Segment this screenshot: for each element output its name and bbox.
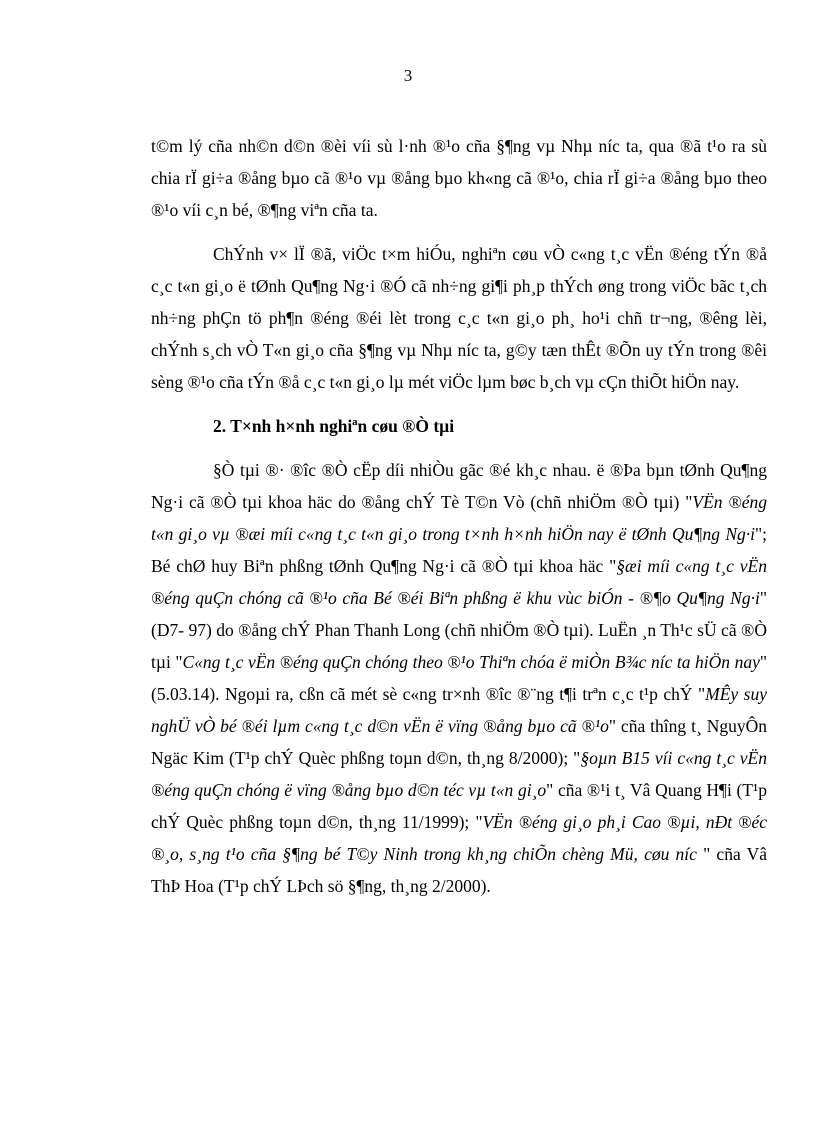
paragraph — [151, 130, 767, 226]
paragraph-text: " cña ®¹i t¸ Vâ Quang H¶i (T¹p chÝ Quèc phßng toµn d©n, th¸ng 11/1999); " — [151, 780, 767, 832]
cited-title: §oµn B15 víi c«ng t¸c vËn ®éng quÇn chóng ë vïng ®ång bµo d©n téc vµ t«n gi¸o — [151, 748, 767, 800]
paragraph-group-research — [151, 454, 767, 902]
paragraph — [151, 238, 767, 398]
document-body — [151, 130, 767, 914]
paragraph-text: ChÝnh v× lÏ ®ã, viÖc t×m hiÓu, nghiªn cøu vÒ c«ng t¸c vËn ®éng tÝn ®å c¸c t«n gi¸o ë tØnh Qu¶ng Ng·i ®Ó cã nh÷ng gi¶i ph¸p thÝch øng trong viÖc bãc t¸ch nh÷ng phÇn tö ph¶n ®éng ®éi lèt trong c¸c t«n gi¸o ph¸ ho¹i chñ tr¬ng, ®êng lèi, chÝnh s¸ch vÒ T«n gi¸o cña §¶ng vµ Nhµ níc ta, g©y tæn thÊt ®Õn uy tÝn trong ®êi sèng ®¹o cña tÝn ®å c¸c t«n gi¸o lµ mét viÖc lµm bøc b¸ch vµ cÇn thiÕt hiÖn nay. — [151, 244, 767, 392]
paragraph-group-intro — [151, 130, 767, 398]
cited-title: §æi míi c«ng t¸c vËn ®éng quÇn chóng cã ®¹o cña Bé ®éi Biªn phßng ë khu vùc biÓn - ®¶o Qu¶ng Ng·i — [151, 556, 767, 608]
paragraph-text: " (D7- 97) do ®ång chÝ Phan Thanh Long (chñ nhiÖm ®Ò tµi). LuËn ¸n Th¹c sÜ cã ®Ò tµi " — [151, 588, 767, 672]
paragraph — [151, 454, 767, 902]
cited-title: VËn ®éng gi¸o ph¸i Cao ®µi, nÐt ®éc ®¸o, s¸ng t¹o cña §¶ng bé T©y Ninh trong kh¸ng chiÕn chèng Mü, cøu níc — [151, 812, 767, 864]
section-heading: 2. T×nh h×nh nghiªn cøu ®Ò tµi — [213, 416, 455, 436]
paragraph-text: " (5.03.14). Ngoµi ra, cßn cã mét sè c«ng tr×nh ®îc ®¨ng t¶i trªn c¸c t¹p chÝ " — [151, 652, 768, 704]
paragraph-text: §Ò tµi ®· ®îc ®Ò cËp díi nhiÒu gãc ®é kh¸c nhau. ë ®Þa bµn tØnh Qu¶ng Ng·i cã ®Ò tµi khoa häc do ®ång chÝ Tè T©n Vò (chñ nhiÖm ®Ò tµi) " — [151, 460, 767, 512]
cited-title: VËn ®éng t«n gi¸o vµ ®æi míi c«ng t¸c t«n gi¸o trong t×nh h×nh hiÖn nay ë tØnh Qu¶ng Ng·i — [151, 492, 767, 544]
paragraph-text: "; Bé chØ huy Biªn phßng tØnh Qu¶ng Ng·i cã ®Ò tµi khoa häc " — [151, 524, 767, 576]
cited-title: MÊy suy nghÜ vÒ bé ®éi lµm c«ng t¸c d©n vËn ë vïng ®ång bµo cã ®¹o — [151, 684, 767, 736]
page-number: 3 — [403, 66, 413, 85]
paragraph-text: " cña Vâ ThÞ Hoa (T¹p chÝ LÞch sö §¶ng, th¸ng 2/2000). — [151, 844, 767, 896]
cited-title: C«ng t¸c vËn ®éng quÇn chóng theo ®¹o Thiªn chóa ë miÒn B¾c níc ta hiÖn nay — [182, 652, 760, 672]
paragraph-text: " cña thîng t¸ NguyÔn Ngäc Kim (T¹p chÝ Quèc phßng toµn d©n, th¸ng 8/2000); " — [151, 716, 767, 768]
paragraph-text: t©m lý cña nh©n d©n ®èi víi sù l·nh ®¹o cña §¶ng vµ Nhµ níc ta, qua ®ã t¹o ra sù chia rÏ gi÷a ®ång bµo cã ®¹o vµ ®ång bµo kh«ng cã ®¹o, chia rÏ gi÷a ®ång bµo theo ®¹o víi c¸n bé, ®¶ng viªn cña ta. — [151, 136, 767, 220]
